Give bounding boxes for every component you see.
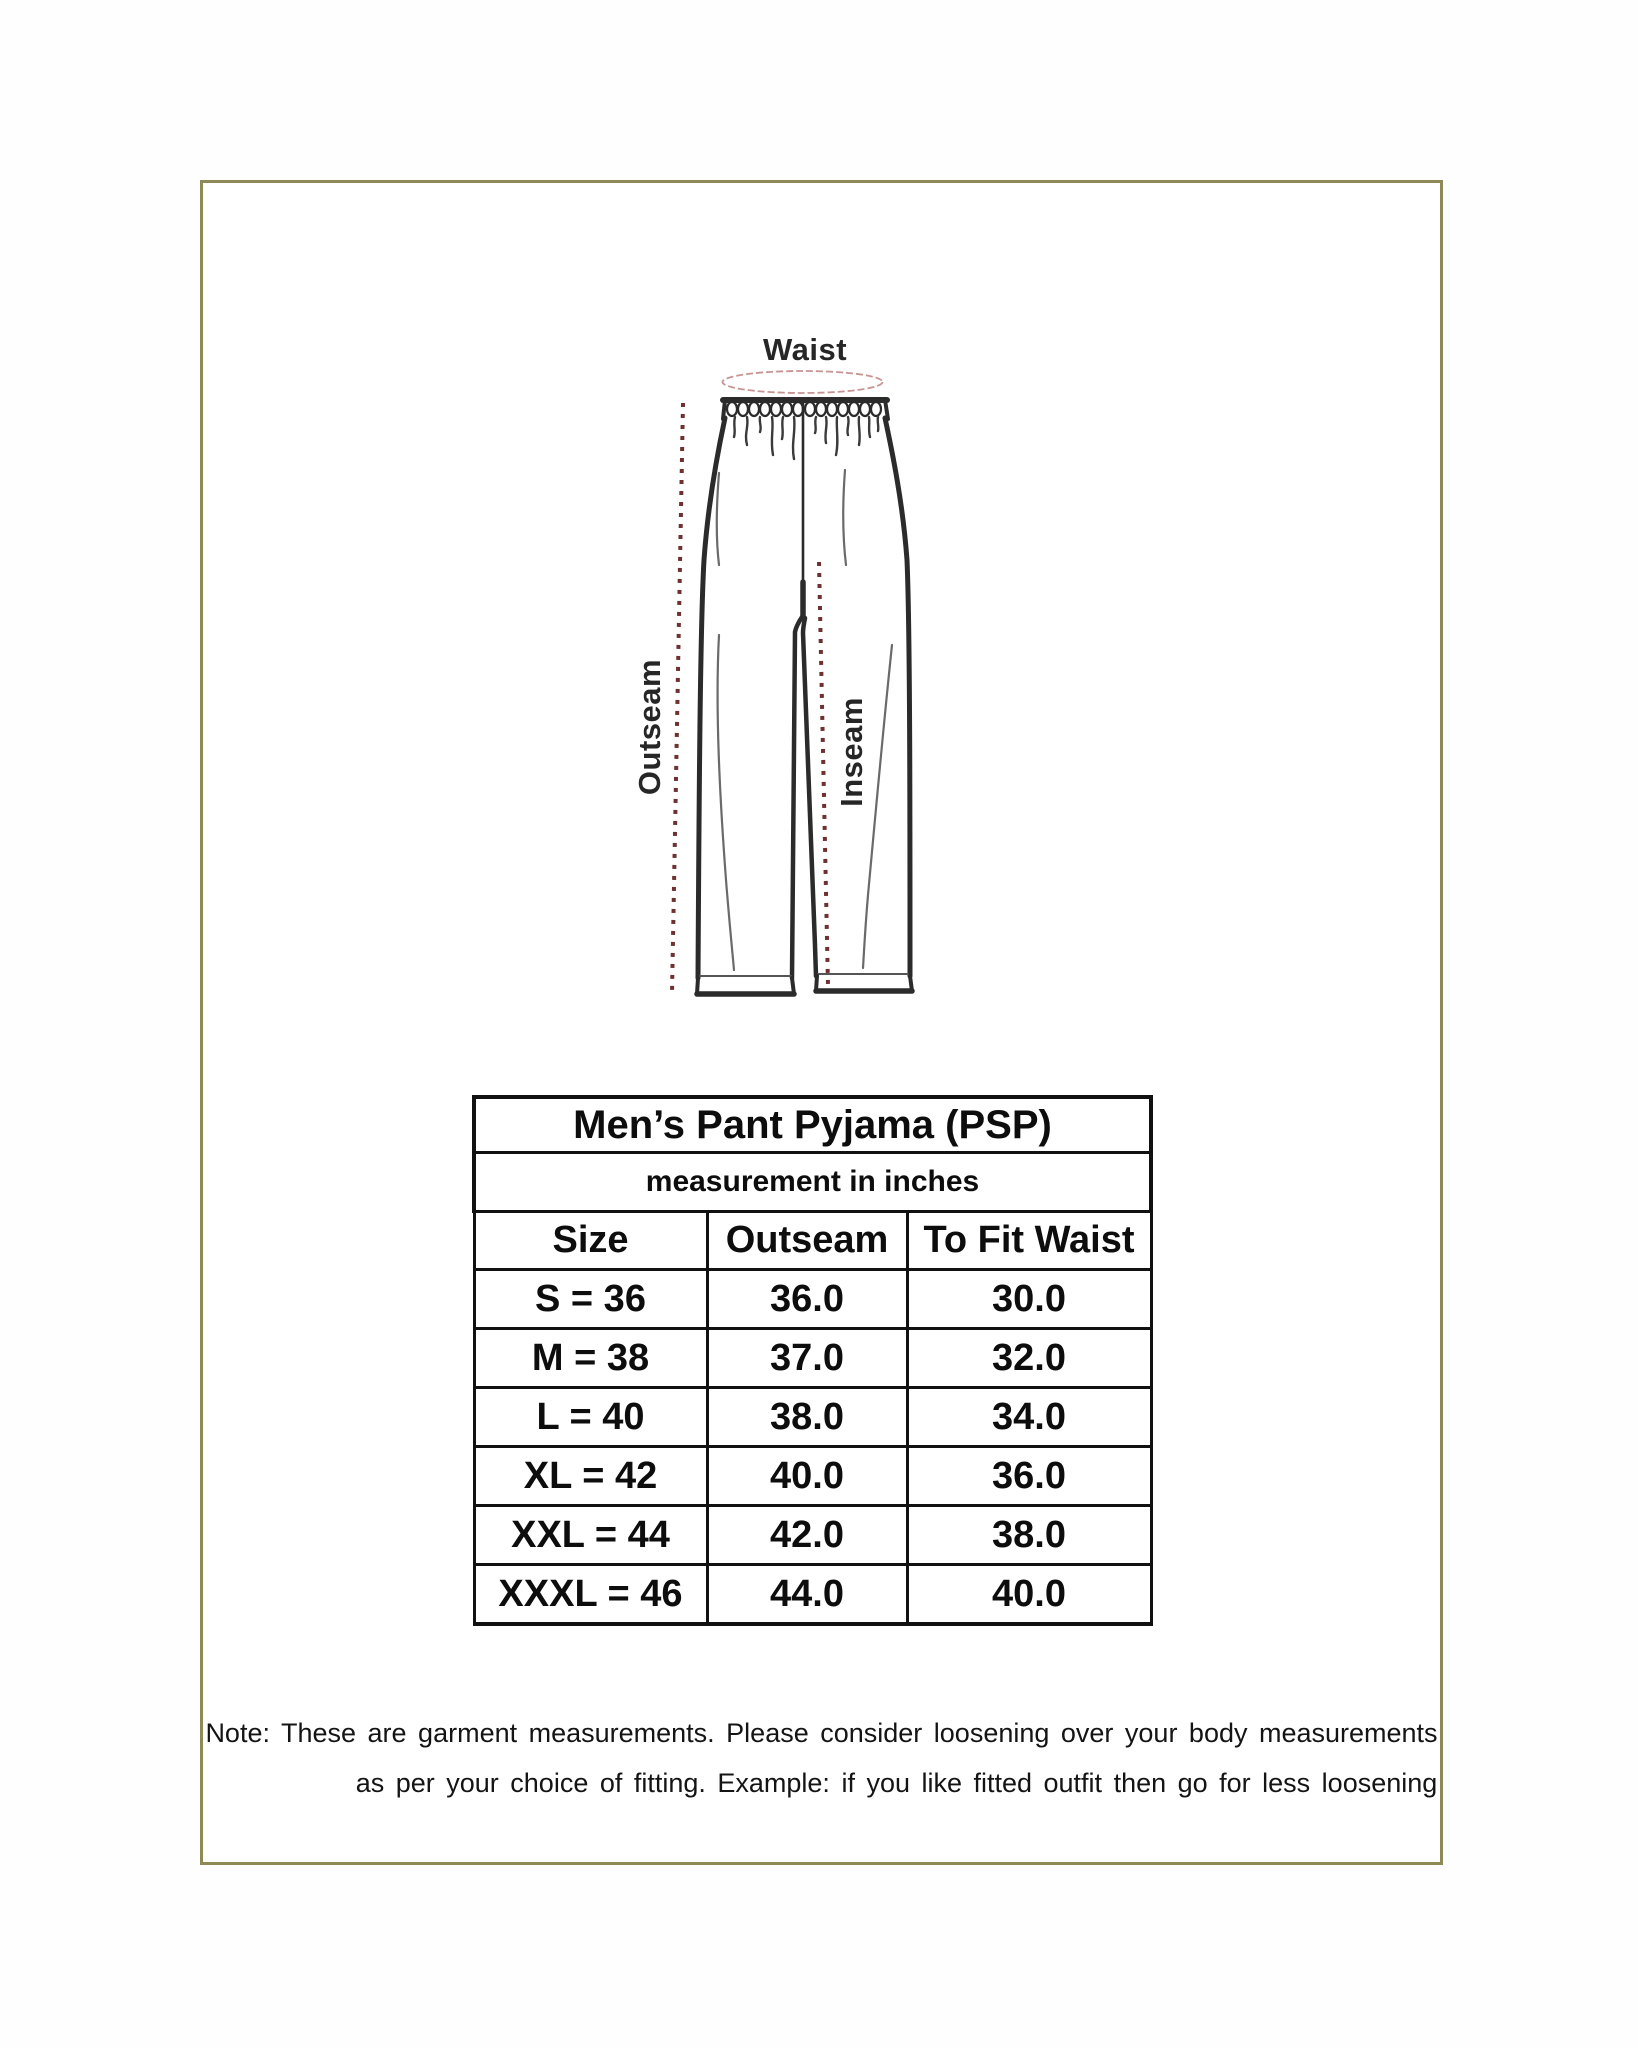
table-row <box>474 1388 1151 1447</box>
to-fit-waist-cell: 34.0 <box>907 1388 1151 1447</box>
size-cell: XL = 42 <box>474 1447 707 1506</box>
inseam-label: Inseam <box>834 697 869 807</box>
size-cell: XXL = 44 <box>474 1506 707 1565</box>
to-fit-waist-cell: 30.0 <box>907 1270 1151 1329</box>
table-subtitle-row <box>474 1153 1151 1212</box>
table-subtitle: measurement in inches <box>474 1153 1151 1212</box>
column-header-to-fit-waist: To Fit Waist <box>907 1212 1151 1270</box>
table-row <box>474 1506 1151 1565</box>
table-row <box>474 1447 1151 1506</box>
outseam-cell: 36.0 <box>707 1270 907 1329</box>
table-title-row <box>474 1097 1151 1153</box>
outseam-cell: 38.0 <box>707 1388 907 1447</box>
to-fit-waist-cell: 32.0 <box>907 1329 1151 1388</box>
size-cell: L = 40 <box>474 1388 707 1447</box>
to-fit-waist-cell: 40.0 <box>907 1565 1151 1625</box>
note-line-2: as per your choice of fitting. Example: if you like fitted outfit then go for less loosening <box>355 1768 1438 1798</box>
column-header-size: Size <box>474 1212 707 1270</box>
pants-outline <box>697 400 912 994</box>
pants-diagram <box>620 330 960 1020</box>
note-line-1: Note: These are garment measurements. Please consider loosening over your body measurements <box>205 1718 1438 1748</box>
outseam-cell: 40.0 <box>707 1447 907 1506</box>
table-row <box>474 1329 1151 1388</box>
note-text <box>200 1708 1443 1808</box>
table-row <box>474 1270 1151 1329</box>
size-table <box>472 1095 1149 1626</box>
table-title: Men’s Pant Pyjama (PSP) <box>474 1097 1151 1153</box>
size-cell: S = 36 <box>474 1270 707 1329</box>
to-fit-waist-cell: 36.0 <box>907 1447 1151 1506</box>
outseam-dash-line <box>672 403 683 993</box>
outseam-cell: 37.0 <box>707 1329 907 1388</box>
size-cell: M = 38 <box>474 1329 707 1388</box>
waist-label: Waist <box>762 332 848 367</box>
outseam-cell: 44.0 <box>707 1565 907 1625</box>
outseam-label: Outseam <box>632 658 667 796</box>
column-header-outseam: Outseam <box>707 1212 907 1270</box>
to-fit-waist-cell: 38.0 <box>907 1506 1151 1565</box>
waist-ellipse <box>723 371 883 393</box>
outseam-cell: 42.0 <box>707 1506 907 1565</box>
inseam-dash-line <box>819 562 828 986</box>
size-cell: XXXL = 46 <box>474 1565 707 1625</box>
table-header-row <box>474 1212 1151 1270</box>
table-row <box>474 1565 1151 1625</box>
